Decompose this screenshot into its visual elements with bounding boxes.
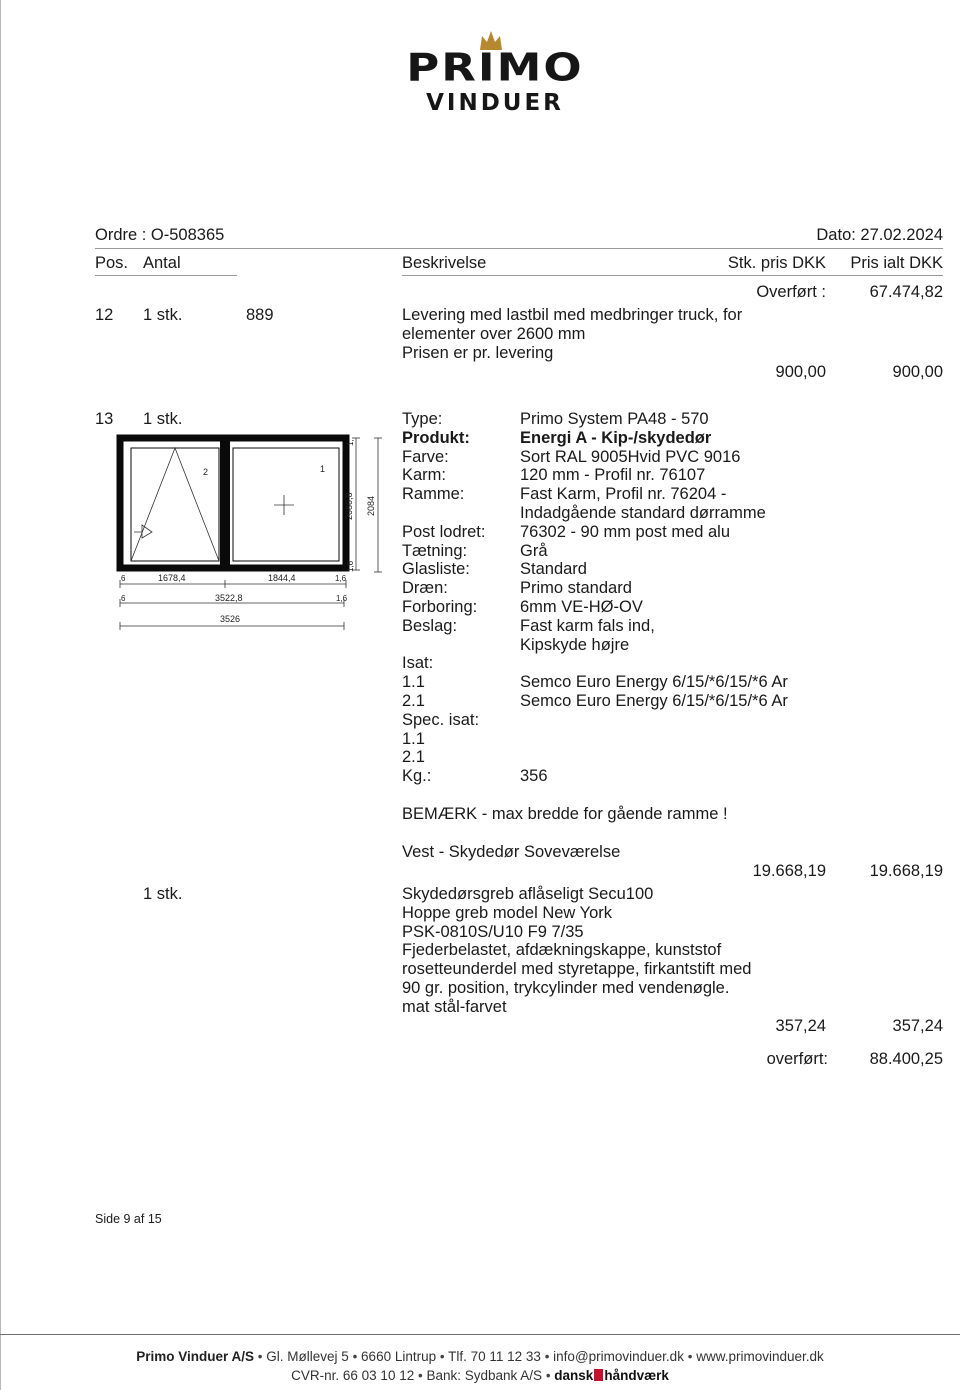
spec-label: Dræn: <box>402 579 448 597</box>
spec-label: 2.1 <box>402 748 425 766</box>
spec-label: Produkt: <box>402 429 470 447</box>
item12-unit-price: 900,00 <box>775 363 826 381</box>
spec-value: Kipskyde højre <box>520 636 630 654</box>
item13-total: 19.668,19 <box>869 862 943 880</box>
spec-label: Forboring: <box>402 598 478 616</box>
item12-code: 889 <box>246 306 274 324</box>
accessory-desc-line: 90 gr. position, trykcylinder med vendenøgle. <box>402 979 730 997</box>
spec-value: Primo standard <box>520 579 632 597</box>
spec-value: Energi A - Kip-/skydedør <box>520 429 712 447</box>
item12-desc-line: Levering med lastbil med medbringer truck, for <box>402 306 743 324</box>
spec-label: Ramme: <box>402 485 465 503</box>
spec-value: Semco Euro Energy 6/15/*6/15/*6 Ar <box>520 692 788 710</box>
item12-desc-line: elementer over 2600 mm <box>402 325 586 343</box>
footer-address: Gl. Møllevej 5 <box>266 1349 349 1364</box>
col-rule-left <box>95 275 237 276</box>
col-description: Beskrivelse <box>402 254 487 272</box>
accessory-total: 357,24 <box>892 1017 943 1035</box>
carried-out-label: overført: <box>766 1050 828 1068</box>
logo-vinduer: VINDUER <box>426 90 564 116</box>
spec-value: Fast Karm, Profil nr. 76204 - <box>520 485 727 503</box>
spec-label: Spec. isat: <box>402 711 480 729</box>
item13-pos: 13 <box>95 410 114 428</box>
dim-label: 1,6 <box>335 574 347 583</box>
accessory-desc-line: mat stål-farvet <box>402 998 507 1016</box>
item13-unit-price: 19.668,19 <box>752 862 826 880</box>
item12-desc-line: Prisen er pr. levering <box>402 344 554 362</box>
pane-label: 2 <box>203 467 209 477</box>
dim-label: 1,6 <box>346 560 355 572</box>
spec-label: Isat: <box>402 654 434 672</box>
dim-label: 2080,8 <box>344 492 354 520</box>
footer-line-1: Primo Vinduer A/S • Gl. Møllevej 5 • 6660 Lintrup • Tlf. 70 11 12 33 • info@primovinduer.dk • www.primovinduer.dk <box>136 1349 824 1364</box>
footer-web[interactable]: www.primovinduer.dk <box>696 1349 824 1364</box>
carried-out-amount: 88.400,25 <box>869 1050 943 1068</box>
accessory-desc-line: Skydedørsgreb aflåseligt Secu100 <box>402 885 654 903</box>
spec-value: Fast karm fals ind, <box>520 617 655 635</box>
spec-label: Post lodret: <box>402 523 486 541</box>
dansk-haandvaerk-logo: dansk håndværk <box>554 1368 669 1383</box>
spec-value: 6mm VE-HØ-OV <box>520 598 643 616</box>
spec-label: Farve: <box>402 448 449 466</box>
dim-label: 2084 <box>366 495 376 516</box>
spec-value: Standard <box>520 560 587 578</box>
spec-value: Sort RAL 9005Hvid PVC 9016 <box>520 448 741 466</box>
page-number: Side 9 af 15 <box>95 1212 162 1226</box>
item13-location: Vest - Skydedør Soveværelse <box>402 843 621 861</box>
carried-in-label: Overført : <box>756 283 826 301</box>
dim-label: 6 <box>121 574 126 583</box>
footer-phone: Tlf. 70 11 12 33 <box>448 1349 541 1364</box>
header-rule <box>95 248 943 249</box>
spec-label: Karm: <box>402 466 447 484</box>
order-date: Dato: 27.02.2024 <box>816 226 943 244</box>
item12-pos: 12 <box>95 306 114 324</box>
col-total: Pris ialt DKK <box>850 254 943 272</box>
accessory-desc-line: PSK-0810S/U10 F9 7/35 <box>402 923 584 941</box>
dim-label: 1844,4 <box>268 573 296 583</box>
dim-label: 1678,4 <box>158 573 186 583</box>
item12-total: 900,00 <box>892 363 943 381</box>
footer-line-2: CVR-nr. 66 03 10 12 • Bank: Sydbank A/S • dansk håndværk <box>291 1368 669 1383</box>
flag-icon <box>594 1369 603 1381</box>
spec-value: Primo System PA48 - 570 <box>520 410 709 428</box>
spec-label: Kg.: <box>402 767 432 785</box>
order-number: Ordre : O-508365 <box>95 226 225 244</box>
spec-value: 120 mm - Profil nr. 76107 <box>520 466 706 484</box>
carried-in-amount: 67.474,82 <box>869 283 943 301</box>
item13-note: BEMÆRK - max bredde for gående ramme ! <box>402 805 728 823</box>
spec-value: 76302 - 90 mm post med alu <box>520 523 731 541</box>
spec-label: 1.1 <box>402 673 425 691</box>
spec-value: Grå <box>520 542 548 560</box>
dim-label: 1, <box>346 439 355 446</box>
accessory-unit-price: 357,24 <box>775 1017 826 1035</box>
spec-label: Glasliste: <box>402 560 470 578</box>
footer-company: Primo Vinduer A/S <box>136 1349 255 1364</box>
accessory-desc-line: Hoppe greb model New York <box>402 904 613 922</box>
spec-label: Tætning: <box>402 542 468 560</box>
footer-city: 6660 Lintrup <box>361 1349 437 1364</box>
accessory-qty: 1 stk. <box>143 885 183 903</box>
col-pos: Pos. <box>95 254 129 272</box>
dim-label: 1,6 <box>336 594 348 603</box>
footer-bank: Bank: Sydbank A/S <box>426 1368 543 1383</box>
footer-cvr: CVR-nr. 66 03 10 12 <box>291 1368 415 1383</box>
spec-label: 2.1 <box>402 692 425 710</box>
spec-label: Type: <box>402 410 443 428</box>
dim-label: 6 <box>121 594 126 603</box>
item12-qty: 1 stk. <box>143 306 183 324</box>
frame-mullion <box>220 438 230 568</box>
footer-email[interactable]: info@primovinduer.dk <box>553 1349 684 1364</box>
col-unit-price: Stk. pris DKK <box>727 254 826 272</box>
spec-label: 1.1 <box>402 730 425 748</box>
page-edge <box>0 0 1 1390</box>
col-rule-right <box>402 275 943 276</box>
pane-label: 1 <box>320 464 326 474</box>
spec-value: Indadgående standard dørramme <box>520 504 766 522</box>
col-qty: Antal <box>143 254 181 272</box>
spec-value: 356 <box>520 767 548 785</box>
dim-label: 3526 <box>220 614 241 624</box>
item13-qty: 1 stk. <box>143 410 183 428</box>
accessory-desc-line: rosetteunderdel med styretappe, firkantstift med <box>402 960 752 978</box>
accessory-desc-line: Fjederbelastet, afdækningskappe, kunststof <box>402 941 722 959</box>
dim-label: 3522,8 <box>215 593 243 603</box>
window-drawing <box>112 432 392 632</box>
logo-primo: PRIMO <box>406 44 584 91</box>
spec-value: Semco Euro Energy 6/15/*6/15/*6 Ar <box>520 673 788 691</box>
spec-label: Beslag: <box>402 617 458 635</box>
footer-rule <box>0 1334 960 1335</box>
